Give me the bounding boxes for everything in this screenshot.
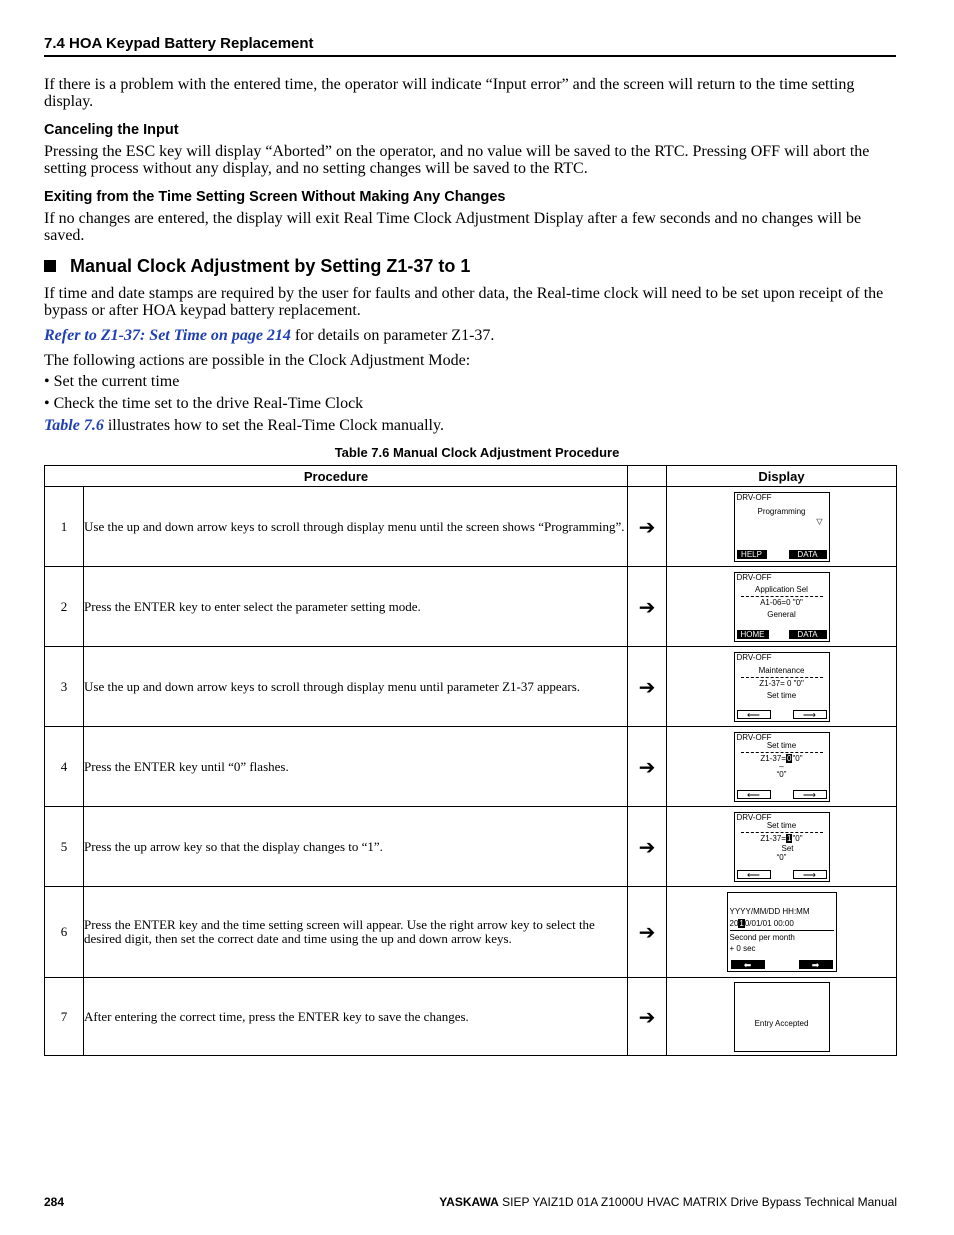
- lcd-divider: [741, 677, 823, 678]
- table-row: [45, 978, 897, 1056]
- arrow-cell: [628, 567, 667, 647]
- lcd-line: Second per month: [729, 933, 795, 942]
- lcd-line: [730, 919, 794, 929]
- arrow-cell: [628, 887, 667, 978]
- right-arrow-icon: ➔: [638, 1004, 656, 1029]
- left-arrow-icon: ⟵: [737, 790, 771, 799]
- data-softkey: DATA: [789, 550, 827, 559]
- table-caption: Table 7.6 Manual Clock Adjustment Procedure: [334, 445, 620, 460]
- lcd-screen: [734, 652, 830, 722]
- lcd-line: Entry Accepted: [754, 1018, 809, 1028]
- step-number: 7: [45, 978, 84, 1056]
- page-header: 7.4 HOA Keypad Battery Replacement: [44, 35, 896, 57]
- lcd-cursor-digit: 1: [739, 919, 744, 928]
- step-description: Press the ENTER key and the time setting screen will appear. Use the right arrow key to select the desired digit, then set the correct date and time using the up and down arrow keys.: [84, 887, 628, 978]
- display-cell: [667, 887, 897, 978]
- lcd-line: “0”: [776, 769, 787, 779]
- footer-manual-title: SIEP YAIZ1D 01A Z1000U HVAC MATRIX Drive Bypass Technical Manual: [498, 1195, 897, 1209]
- home-softkey: HOME: [737, 630, 769, 639]
- table-reference-paragraph: [44, 417, 897, 434]
- lcd-param: Z1-37=: [760, 833, 786, 843]
- arrow-cell: [628, 807, 667, 887]
- lcd-line: Application Sel: [755, 584, 808, 594]
- lcd-screen: [734, 812, 830, 882]
- left-arrow-icon: ⟵: [737, 870, 771, 879]
- left-arrow-icon: ⬅: [731, 960, 765, 969]
- procedure-column-header: Procedure: [45, 466, 628, 487]
- data-softkey: DATA: [789, 630, 827, 639]
- lcd-screen: [734, 572, 830, 642]
- lcd-line: Set: [781, 843, 794, 853]
- display-cell: [667, 567, 897, 647]
- right-arrow-icon: ➡: [799, 960, 833, 969]
- table-row: [45, 567, 897, 647]
- lcd-line: “0”: [776, 852, 787, 862]
- lcd-divider: [741, 752, 823, 753]
- table-row: [45, 727, 897, 807]
- scroll-down-arrow-icon: ▽: [816, 516, 823, 526]
- lcd-line: Z1-37= 0 "0": [759, 678, 804, 688]
- help-softkey: HELP: [737, 550, 767, 559]
- lcd-line: A1-06=0 "0": [760, 597, 803, 607]
- right-arrow-icon: ➔: [638, 514, 656, 539]
- step-number: 6: [45, 887, 84, 978]
- lcd-screen: [734, 492, 830, 562]
- table-7-6-link[interactable]: Table 7.6: [44, 417, 104, 434]
- lcd-param-default: "0": [792, 753, 803, 763]
- lcd-date-prefix: 20: [729, 919, 739, 928]
- square-bullet-icon: [44, 260, 56, 272]
- lcd-divider: [741, 596, 823, 597]
- right-arrow-icon: ➔: [638, 594, 656, 619]
- lcd-line: Programming: [757, 506, 806, 516]
- display-cell: [667, 978, 897, 1056]
- right-arrow-icon: ⟶: [793, 870, 827, 879]
- lcd-divider: [741, 832, 823, 833]
- canceling-heading: Canceling the Input: [44, 122, 179, 138]
- left-arrow-icon: ⟵: [737, 710, 771, 719]
- step-description: Use the up and down arrow keys to scroll through display menu until parameter Z1-37 appears.: [84, 647, 628, 727]
- lcd-screen: [727, 892, 837, 972]
- reference-rest: for details on parameter Z1-37.: [290, 327, 495, 344]
- lcd-cursor-digit: 1: [786, 833, 792, 843]
- right-arrow-icon: ⟶: [793, 710, 827, 719]
- lcd-param-default: "0": [792, 833, 803, 843]
- actions-intro: The following actions are possible in the Clock Adjustment Mode:: [44, 352, 471, 369]
- lcd-screen: [734, 732, 830, 802]
- footer-title: [439, 1195, 897, 1209]
- lcd-status: DRV-OFF: [736, 652, 772, 662]
- table-reference-rest: illustrates how to set the Real-Time Clock manually.: [103, 417, 444, 434]
- step-number: 3: [45, 647, 84, 727]
- right-arrow-icon: ➔: [638, 920, 656, 944]
- right-arrow-icon: ➔: [638, 834, 656, 859]
- arrow-cell: [628, 487, 667, 567]
- table-row: [45, 887, 897, 978]
- lcd-cursor-digit: 0: [786, 753, 792, 763]
- arrow-column-header: [628, 466, 667, 487]
- table-row: [45, 487, 897, 567]
- step-number: 2: [45, 567, 84, 647]
- display-column-header: Display: [667, 466, 897, 487]
- lcd-status: DRV-OFF: [736, 812, 772, 822]
- step-description: Press the up arrow key so that the display changes to “1”.: [84, 807, 628, 887]
- lcd-status: DRV-OFF: [736, 572, 772, 582]
- page-number: 284: [44, 1195, 65, 1209]
- lcd-line: Set time: [766, 740, 797, 750]
- right-arrow-icon: ⟶: [793, 790, 827, 799]
- section-heading-text: Manual Clock Adjustment by Setting Z1-37 to 1: [70, 256, 471, 276]
- section-intro-paragraph: If time and date stamps are required by the user for faults and other data, the Real-time clock will need to be set upon receipt of the bypass or after HOA keypad battery replacement.: [44, 285, 884, 319]
- display-cell: [667, 727, 897, 807]
- arrow-cell: [628, 727, 667, 807]
- right-arrow-icon: ➔: [638, 674, 656, 699]
- reference-paragraph: [44, 327, 897, 344]
- display-cell: [667, 487, 897, 567]
- procedure-table: [44, 465, 897, 1056]
- right-arrow-icon: ➔: [638, 754, 656, 779]
- step-description: Press the ENTER key until “0” flashes.: [84, 727, 628, 807]
- step-number: 1: [45, 487, 84, 567]
- exiting-paragraph: If no changes are entered, the display will exit Real Time Clock Adjustment Display after a few seconds and no changes will be saved.: [44, 210, 862, 244]
- section-heading: [44, 256, 470, 277]
- lcd-line: [735, 834, 829, 844]
- footer-brand: YASKAWA: [439, 1195, 499, 1209]
- lcd-line: General: [767, 609, 796, 619]
- step-number: 4: [45, 727, 84, 807]
- table-row: [45, 647, 897, 727]
- canceling-paragraph: Pressing the ESC key will display “Aborted” on the operator, and no value will be saved to the RTC. Pressing OFF will abort the setting process without any display, and no setting changes will be saved to the RTC.: [44, 143, 870, 177]
- arrow-cell: [628, 647, 667, 727]
- lcd-param: Z1-37=: [760, 753, 786, 763]
- lcd-status: DRV-OFF: [736, 492, 772, 502]
- arrow-cell: [628, 978, 667, 1056]
- lcd-line: + 0 sec: [729, 944, 756, 953]
- bullet-check-time: • Check the time set to the drive Real-Time Clock: [44, 395, 364, 412]
- lcd-date-rest: 0/01/01 00:00: [744, 919, 794, 928]
- lcd-line: –: [779, 761, 784, 771]
- bullet-set-time: • Set the current time: [44, 373, 180, 390]
- lcd-line: YYYY/MM/DD HH:MM: [729, 907, 810, 916]
- table-row: [45, 807, 897, 887]
- lcd-divider: [730, 930, 834, 931]
- exiting-heading: Exiting from the Time Setting Screen Without Making Any Changes: [44, 189, 506, 205]
- lcd-line: Maintenance: [758, 665, 805, 675]
- step-description: Press the ENTER key to enter select the parameter setting mode.: [84, 567, 628, 647]
- display-cell: [667, 647, 897, 727]
- input-error-paragraph: If there is a problem with the entered time, the operator will indicate “Input error” and the screen will return to the time setting display.: [44, 76, 855, 110]
- lcd-status: DRV-OFF: [736, 732, 772, 742]
- z1-37-reference-link[interactable]: Refer to Z1-37: Set Time on page 214: [44, 327, 291, 344]
- table-header-row: [45, 466, 897, 487]
- step-number: 5: [45, 807, 84, 887]
- display-cell: [667, 807, 897, 887]
- lcd-line: Set time: [766, 820, 797, 830]
- lcd-line: Set time: [766, 690, 797, 700]
- step-description: After entering the correct time, press the ENTER key to save the changes.: [84, 978, 628, 1056]
- step-description: Use the up and down arrow keys to scroll through display menu until the screen shows “Programming”.: [84, 487, 628, 567]
- lcd-screen: [734, 982, 830, 1052]
